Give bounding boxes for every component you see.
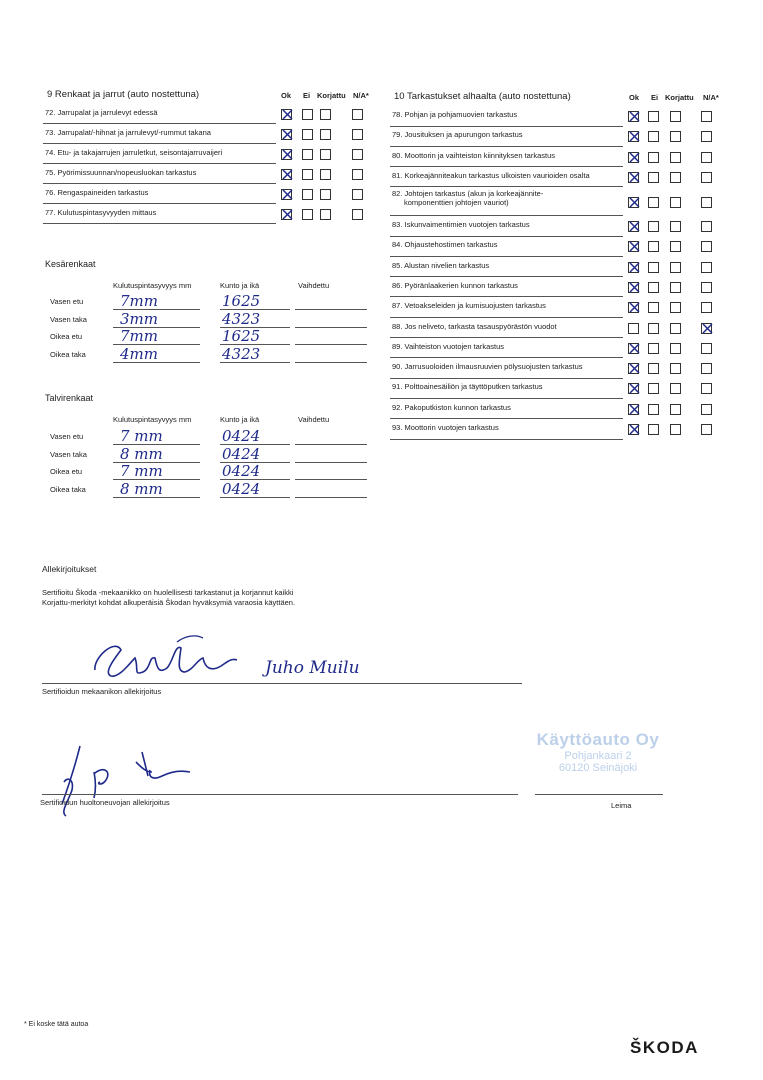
checkbox-ok[interactable] [628,343,639,354]
checkbox-korjattu[interactable] [670,111,681,122]
tire-position: Oikea etu [50,332,83,341]
checkbox-na[interactable] [701,424,712,435]
checklist-item-label-line: 92. Pakoputkiston kunnon tarkastus [392,402,511,412]
mechanic-signature-line [42,683,522,684]
checkbox-korjattu[interactable] [670,343,681,354]
checkbox-ok[interactable] [281,129,292,140]
checkbox-korjattu[interactable] [670,197,681,208]
section-9-title: 9 Renkaat ja jarrut (auto nostettuna) [47,89,200,100]
checklist-row [390,147,623,168]
checklist-item-label-line: 93. Moottorin vuotojen tarkastus [392,423,499,432]
tire-entry-line [295,362,367,363]
checklist-item-label [45,128,211,137]
checkbox-ei[interactable] [648,152,659,163]
tire-entry-line [295,497,367,498]
skoda-logo: ŠKODA [630,1038,699,1057]
checkbox-ok[interactable] [281,169,292,180]
tire-condition-value: 4323 [222,309,261,328]
checklist-item-label-line: komponenttien johtojen vauriot) [404,198,509,208]
checkbox-korjattu[interactable] [670,131,681,142]
checkbox-ei[interactable] [648,241,659,252]
checkbox-korjattu[interactable] [670,282,681,293]
summer-header-condition: Kunto ja ikä [220,281,260,290]
tire-depth-value: 8 mm [120,479,163,498]
checkbox-na[interactable] [701,302,712,313]
checklist-item-label-line: 81. Korkeajänniteakun tarkastus ulkoisten vaurioiden osalta [392,170,590,180]
checklist-row [390,378,623,399]
checklist-item-label-line: 89. Vaihteiston vuotojen tarkastus [392,341,505,351]
section-10-title: 10 Tarkastukset alhaalta (auto nostettuna) [394,91,571,102]
checkbox-ok[interactable] [628,323,639,334]
checklist-item-label [45,208,156,217]
checkbox-na[interactable] [701,241,712,252]
checkbox-ei[interactable] [648,363,659,374]
checkbox-ok[interactable] [628,282,639,293]
checkbox-na[interactable] [701,343,712,354]
mechanic-name-handwritten: Juho Muilu [265,658,360,678]
section-10-header-ei: Ei [651,93,659,102]
checkbox-ei[interactable] [302,149,313,160]
checkbox-ok[interactable] [628,302,639,313]
tire-condition-value: 0424 [222,462,261,480]
checkbox-korjattu[interactable] [320,149,331,160]
checkbox-korjattu[interactable] [670,241,681,252]
checklist-item-label-line: 85. Alustan nivelien tarkastus [392,260,490,270]
mechanic-signature [85,628,245,688]
checkbox-na[interactable] [701,363,712,374]
checklist-row [390,236,623,257]
checklist-item-label [392,130,523,139]
tire-entry-line [295,309,367,310]
checklist-row [390,277,623,298]
checkbox-na[interactable] [701,131,712,142]
checkbox-ei[interactable] [648,302,659,313]
checklist-item-label-line: 88. Jos neliveto, tarkasta tasauspyörästön vuodot [392,321,557,331]
stamp-address: Pohjankaari 2 [564,750,632,762]
tire-depth-value: 3mm [120,309,158,328]
checkbox-ok[interactable] [281,209,292,220]
checklist-row [390,338,623,359]
checkbox-ok[interactable] [281,149,292,160]
section-10-header-ok: Ok [629,93,640,102]
checklist-item-label [392,382,543,391]
checkbox-ok[interactable] [628,383,639,394]
checklist-item-label [392,301,546,310]
winter-tires-title: Talvirenkaat [45,393,94,403]
checkbox-na[interactable] [352,109,363,120]
checkbox-na[interactable] [701,172,712,183]
checklist-row [43,164,276,184]
winter-header-changed: Vaihdettu [298,415,330,424]
checkbox-na[interactable] [352,209,363,220]
checkbox-ei[interactable] [648,172,659,183]
checklist-item-label [45,168,196,177]
checkbox-ei[interactable] [648,282,659,293]
checklist-row [43,104,276,124]
summer-header-changed: Vaihdettu [298,281,330,290]
checklist-row [390,419,623,440]
advisor-signature-caption: Sertifioidun huoltoneuvojan allekirjoitus [40,798,170,807]
checkbox-ei[interactable] [648,131,659,142]
stamp-city: 60120 Seinäjoki [558,762,638,774]
checkbox-ei[interactable] [302,169,313,180]
checkbox-ok[interactable] [628,172,639,183]
checkbox-ei[interactable] [648,404,659,415]
tire-depth-value: 8 mm [120,444,163,463]
winter-header-depth: Kulutuspintasyvyys mm [113,415,192,424]
checklist-item-label [392,189,543,207]
checklist-item-label [392,151,555,160]
section-9-header-korjattu: Korjattu [317,91,346,100]
checklist-item-label [392,261,489,270]
checkbox-ei[interactable] [302,209,313,220]
checkbox-korjattu[interactable] [670,404,681,415]
company-stamp [528,730,668,774]
checklist-row [390,187,623,216]
checklist-row [390,167,623,188]
checkbox-na[interactable] [701,404,712,415]
tire-condition-value: 0424 [222,427,261,445]
checklist-item-label-line: 78. Pohjan ja pohjamuovien tarkastus [392,110,518,119]
checklist-row [43,144,276,164]
checkbox-korjattu[interactable] [670,221,681,232]
section-9-header-ok: Ok [281,91,292,100]
tire-entry-line [295,462,367,463]
checklist-item-label [392,110,517,119]
checklist-item-label-line: 76. Rengaspaineiden tarkastus [45,188,149,197]
checklist-item-label-line: 80. Moottorin ja vaihteiston kiinnityksen tarkastus [392,150,555,160]
checklist-item-label-line: 75. Pyörimissuunnan/nopeusluokan tarkastus [45,168,197,177]
tire-position: Oikea taka [50,349,86,359]
tire-position: Oikea etu [50,467,83,476]
checkbox-korjattu[interactable] [670,363,681,374]
checkbox-korjattu[interactable] [670,262,681,273]
checklist-item-label-line: 84. Ohjaustehostimen tarkastus [392,240,498,250]
checkbox-ei[interactable] [648,323,659,334]
checkbox-ok[interactable] [628,424,639,435]
section-10-header-na: N/A* [703,93,719,102]
checklist-row [43,184,276,204]
checklist-item-label-line: 72. Jarrupalat ja jarrulevyt edessä [45,108,158,117]
checklist-item-label-line: 73. Jarrupalat/-hihnat ja jarrulevyt/-rummut takana [45,128,211,137]
signatures-title: Allekirjoitukset [42,564,97,574]
checklist-row [390,297,623,318]
checkbox-korjattu[interactable] [670,172,681,183]
checkbox-ei[interactable] [648,221,659,232]
tire-depth-value: 4mm [120,344,158,363]
checkbox-ei[interactable] [648,262,659,273]
tire-depth-value: 7 mm [120,427,163,445]
checkbox-ok[interactable] [628,262,639,273]
checkbox-korjattu[interactable] [670,424,681,435]
checklist-item-label-line: 91. Polttoainesäiliön ja täyttöputken tarkastus [392,382,543,392]
checkbox-ok[interactable] [628,363,639,374]
tire-entry-line [295,479,367,480]
signatures-statement-line2: Korjattu-merkityt kohdat alkuperäisiä Škodan hyväksymiä varaosia käyttäen. [42,598,296,607]
advisor-signature-line [42,794,518,795]
checklist-item-label [392,423,499,432]
stamp-company-name: Käyttöauto Oy [536,730,660,749]
checkbox-na[interactable] [701,282,712,293]
checklist-row [43,124,276,144]
tire-position: Vasen etu [50,432,84,441]
checkbox-ok[interactable] [628,152,639,163]
checkbox-na[interactable] [701,323,712,334]
checklist-item-label-line: 77. Kulutuspintasyvyyden mittaus [45,208,157,217]
checklist-item-label [45,188,148,197]
checklist-row [390,257,623,278]
tire-position: Vasen taka [50,449,87,459]
checkbox-na[interactable] [352,169,363,180]
checklist-item-label-line: 86. Pyöränlaakerien kunnon tarkastus [392,280,518,290]
checkbox-na[interactable] [701,221,712,232]
checkbox-ei[interactable] [302,189,313,200]
tire-condition-value: 0424 [222,444,261,463]
checkbox-ok[interactable] [628,131,639,142]
checklist-item-label-line: 79. Jousituksen ja apurungon tarkastus [392,130,523,140]
tire-entry-line [295,327,367,328]
checklist-item-label-line: 90. Jarrusuoloiden ilmausruuvien pölysuojusten tarkastus [392,362,583,372]
checklist-row [390,106,623,127]
checklist-item-label-line: 87. Vetoakseleiden ja kumisuojusten tarkastus [392,301,546,311]
summer-tires-title: Kesärenkaat [45,259,96,269]
checkbox-ok[interactable] [628,111,639,122]
checkbox-korjattu[interactable] [670,383,681,394]
tire-depth-value: 7 mm [120,462,163,480]
advisor-signature [50,742,200,822]
checkbox-na[interactable] [352,149,363,160]
checkbox-ok[interactable] [628,197,639,208]
checklist-item-label [392,240,497,249]
checkbox-ei[interactable] [648,383,659,394]
section-10-header-korjattu: Korjattu [665,93,694,102]
tire-depth-value: 7mm [120,327,158,345]
tire-entry-line [295,444,367,445]
tire-position: Vasen taka [50,314,87,324]
footnote: * Ei koske tätä autoa [24,1021,89,1028]
checklist-item-label [392,281,518,290]
checklist-item-label-line: 74. Etu- ja takajarrujen jarruletkut, seisontajarruvaijeri [45,148,223,157]
checklist-item-label [392,403,511,412]
checkbox-na[interactable] [701,197,712,208]
tire-condition-value: 1625 [222,327,261,345]
checklist-item-label [392,171,590,180]
checkbox-korjattu[interactable] [670,152,681,163]
checklist-row [390,126,623,147]
tire-depth-value: 7mm [120,292,158,310]
checkbox-korjattu[interactable] [320,109,331,120]
checkbox-korjattu[interactable] [670,323,681,334]
checklist-row [390,318,623,339]
tire-entry-line [295,344,367,345]
checklist-item-label [392,362,583,371]
checkbox-na[interactable] [701,111,712,122]
checkbox-ok[interactable] [628,221,639,232]
checklist-item-label [45,148,222,157]
stamp-line [535,794,663,795]
checkbox-ei[interactable] [302,109,313,120]
stamp-caption: Leima [611,801,632,810]
checklist-item-label [392,220,530,229]
tire-condition-value: 0424 [222,479,261,498]
summer-header-depth: Kulutuspintasyvyys mm [113,281,192,290]
checkbox-na[interactable] [701,262,712,273]
checklist-item-label [392,322,557,331]
tire-condition-value: 1625 [222,292,261,310]
tire-position: Oikea taka [50,484,86,494]
checkbox-korjattu[interactable] [320,169,331,180]
checkbox-ok[interactable] [628,241,639,252]
checkbox-korjattu[interactable] [320,189,331,200]
checkbox-ok[interactable] [281,109,292,120]
checkbox-ei[interactable] [648,343,659,354]
checklist-item-label [392,342,504,351]
checklist-item-label-line: 82. Johtojen tarkastus (akun ja korkeajännite- [392,189,544,199]
mechanic-signature-caption: Sertifioidun mekaanikon allekirjoitus [42,687,162,696]
checklist-row [390,216,623,237]
checkbox-ei[interactable] [648,424,659,435]
checklist-row [390,358,623,379]
checklist-row [390,399,623,420]
checkbox-ei[interactable] [648,111,659,122]
checkbox-korjattu[interactable] [320,209,331,220]
checkbox-korjattu[interactable] [320,129,331,140]
winter-header-condition: Kunto ja ikä [220,415,260,424]
checkbox-na[interactable] [701,383,712,394]
tire-condition-value: 4323 [222,344,261,363]
checkbox-ok[interactable] [281,189,292,200]
checkbox-ei[interactable] [648,197,659,208]
section-9-header-ei: Ei [303,91,311,100]
checkbox-na[interactable] [352,189,363,200]
checklist-row [43,204,276,224]
checkbox-korjattu[interactable] [670,302,681,313]
checkbox-na[interactable] [701,152,712,163]
checkbox-ei[interactable] [302,129,313,140]
checkbox-na[interactable] [352,129,363,140]
section-9-header-na: N/A* [353,91,369,100]
checklist-item-label-line: 83. Iskunvaimentimien vuotojen tarkastus [392,220,530,229]
checklist-item-label [45,108,158,117]
checkbox-ok[interactable] [628,404,639,415]
signatures-statement-line1: Sertifioitu Škoda -mekaanikko on huolellisesti tarkastanut ja korjannut kaikki [42,588,294,597]
tire-position: Vasen etu [50,297,84,306]
